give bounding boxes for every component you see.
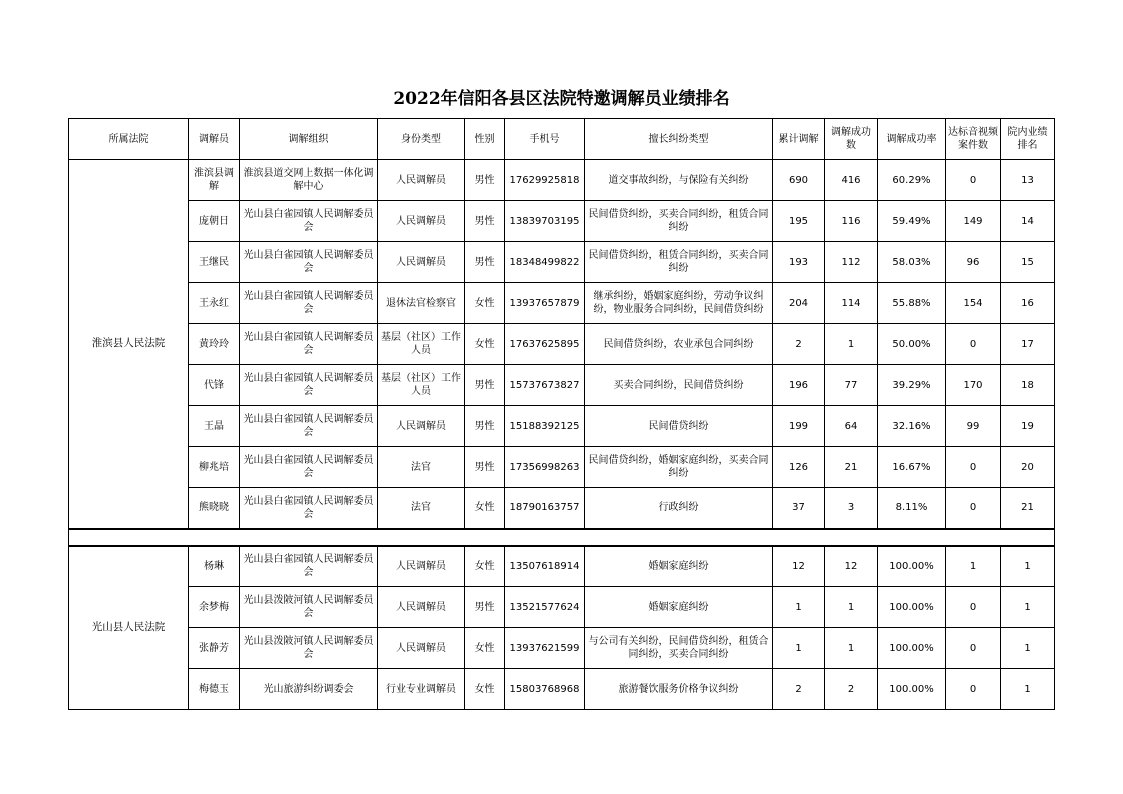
table-row bbox=[69, 324, 1055, 365]
specialty-cell: 与公司有关纠纷，民间借贷纠纷，租赁合同纠纷，买卖合同纠纷 bbox=[585, 628, 773, 669]
identity-cell: 法官 bbox=[378, 488, 465, 529]
av-cases-cell: 0 bbox=[946, 160, 1001, 201]
success-count-cell: 116 bbox=[825, 201, 878, 242]
av-cases-cell: 0 bbox=[946, 628, 1001, 669]
header-organization: 调解组织 bbox=[240, 119, 378, 160]
total-cell: 1 bbox=[773, 587, 825, 628]
header-row bbox=[69, 119, 1055, 160]
specialty-cell: 买卖合同纠纷，民间借贷纠纷 bbox=[585, 365, 773, 406]
total-cell: 690 bbox=[773, 160, 825, 201]
specialty-cell: 民间借贷纠纷 bbox=[585, 406, 773, 447]
page-title: 2022年信阳各县区法院特邀调解员业绩排名 bbox=[393, 89, 730, 109]
organization-cell: 光山县泼陂河镇人民调解委员会 bbox=[240, 587, 378, 628]
gender-cell: 男性 bbox=[465, 242, 505, 283]
total-cell: 204 bbox=[773, 283, 825, 324]
phone-cell: 13507618914 bbox=[505, 546, 585, 587]
av-cases-cell: 170 bbox=[946, 365, 1001, 406]
success-count-cell: 2 bbox=[825, 669, 878, 710]
specialty-cell: 道交事故纠纷，与保险有关纠纷 bbox=[585, 160, 773, 201]
success-count-cell: 77 bbox=[825, 365, 878, 406]
total-cell: 126 bbox=[773, 447, 825, 488]
success-count-cell: 112 bbox=[825, 242, 878, 283]
gender-cell: 男性 bbox=[465, 587, 505, 628]
rank-cell: 20 bbox=[1001, 447, 1055, 488]
success-rate-cell: 32.16% bbox=[878, 406, 946, 447]
identity-cell: 退休法官检察官 bbox=[378, 283, 465, 324]
ranking-table bbox=[68, 118, 1055, 710]
rank-cell: 14 bbox=[1001, 201, 1055, 242]
identity-cell: 人民调解员 bbox=[378, 242, 465, 283]
total-cell: 193 bbox=[773, 242, 825, 283]
rank-cell: 13 bbox=[1001, 160, 1055, 201]
phone-cell: 15737673827 bbox=[505, 365, 585, 406]
rank-cell: 1 bbox=[1001, 669, 1055, 710]
rank-cell: 16 bbox=[1001, 283, 1055, 324]
av-cases-cell: 0 bbox=[946, 587, 1001, 628]
table-row bbox=[69, 283, 1055, 324]
phone-cell: 15803768968 bbox=[505, 669, 585, 710]
success-count-cell: 12 bbox=[825, 546, 878, 587]
organization-cell: 光山县白雀园镇人民调解委员会 bbox=[240, 283, 378, 324]
av-cases-cell: 1 bbox=[946, 546, 1001, 587]
identity-cell: 基层（社区）工作人员 bbox=[378, 365, 465, 406]
success-rate-cell: 100.00% bbox=[878, 669, 946, 710]
total-cell: 2 bbox=[773, 669, 825, 710]
header-gender: 性别 bbox=[465, 119, 505, 160]
table-row bbox=[69, 546, 1055, 587]
phone-cell: 13937657879 bbox=[505, 283, 585, 324]
phone-cell: 18790163757 bbox=[505, 488, 585, 529]
mediator-cell: 熊晓晓 bbox=[189, 488, 240, 529]
table-row bbox=[69, 447, 1055, 488]
identity-cell: 人民调解员 bbox=[378, 406, 465, 447]
gender-cell: 女性 bbox=[465, 669, 505, 710]
table-row bbox=[69, 587, 1055, 628]
gender-cell: 女性 bbox=[465, 488, 505, 529]
success-rate-cell: 8.11% bbox=[878, 488, 946, 529]
specialty-cell: 旅游餐饮服务价格争议纠纷 bbox=[585, 669, 773, 710]
specialty-cell: 民间借贷纠纷，农业承包合同纠纷 bbox=[585, 324, 773, 365]
av-cases-cell: 0 bbox=[946, 324, 1001, 365]
gender-cell: 女性 bbox=[465, 546, 505, 587]
rank-cell: 21 bbox=[1001, 488, 1055, 529]
av-cases-cell: 154 bbox=[946, 283, 1001, 324]
specialty-cell: 民间借贷纠纷，婚姻家庭纠纷，买卖合同纠纷 bbox=[585, 447, 773, 488]
success-count-cell: 416 bbox=[825, 160, 878, 201]
organization-cell: 光山县白雀园镇人民调解委员会 bbox=[240, 242, 378, 283]
header-identity: 身份类型 bbox=[378, 119, 465, 160]
gender-cell: 男性 bbox=[465, 406, 505, 447]
group-separator-row bbox=[69, 529, 1055, 546]
header-av-cases: 达标音视频案件数 bbox=[946, 119, 1001, 160]
organization-cell: 光山县白雀园镇人民调解委员会 bbox=[240, 365, 378, 406]
success-rate-cell: 50.00% bbox=[878, 324, 946, 365]
mediator-cell: 梅德玉 bbox=[189, 669, 240, 710]
rank-cell: 17 bbox=[1001, 324, 1055, 365]
identity-cell: 人民调解员 bbox=[378, 201, 465, 242]
organization-cell: 光山县白雀园镇人民调解委员会 bbox=[240, 406, 378, 447]
av-cases-cell: 0 bbox=[946, 669, 1001, 710]
table-row bbox=[69, 628, 1055, 669]
av-cases-cell: 0 bbox=[946, 447, 1001, 488]
av-cases-cell: 99 bbox=[946, 406, 1001, 447]
mediator-cell: 柳兆培 bbox=[189, 447, 240, 488]
success-count-cell: 114 bbox=[825, 283, 878, 324]
rank-cell: 15 bbox=[1001, 242, 1055, 283]
specialty-cell: 婚姻家庭纠纷 bbox=[585, 587, 773, 628]
total-cell: 195 bbox=[773, 201, 825, 242]
specialty-cell: 继承纠纷，婚姻家庭纠纷，劳动争议纠纷，物业服务合同纠纷，民间借贷纠纷 bbox=[585, 283, 773, 324]
gender-cell: 男性 bbox=[465, 201, 505, 242]
organization-cell: 光山县白雀园镇人民调解委员会 bbox=[240, 447, 378, 488]
phone-cell: 17356998263 bbox=[505, 447, 585, 488]
success-rate-cell: 39.29% bbox=[878, 365, 946, 406]
table-row bbox=[69, 488, 1055, 529]
table-body bbox=[69, 160, 1055, 710]
mediator-cell: 张静芳 bbox=[189, 628, 240, 669]
phone-cell: 13521577624 bbox=[505, 587, 585, 628]
mediator-cell: 黄玲玲 bbox=[189, 324, 240, 365]
av-cases-cell: 96 bbox=[946, 242, 1001, 283]
identity-cell: 人民调解员 bbox=[378, 546, 465, 587]
organization-cell: 光山县泼陂河镇人民调解委员会 bbox=[240, 628, 378, 669]
mediator-cell: 王永红 bbox=[189, 283, 240, 324]
identity-cell: 行业专业调解员 bbox=[378, 669, 465, 710]
av-cases-cell: 0 bbox=[946, 488, 1001, 529]
group-separator bbox=[69, 529, 1055, 546]
success-count-cell: 1 bbox=[825, 324, 878, 365]
header-success-rate: 调解成功率 bbox=[878, 119, 946, 160]
rank-cell: 19 bbox=[1001, 406, 1055, 447]
court-cell: 淮滨县人民法院 bbox=[69, 160, 189, 529]
identity-cell: 人民调解员 bbox=[378, 628, 465, 669]
total-cell: 37 bbox=[773, 488, 825, 529]
success-count-cell: 21 bbox=[825, 447, 878, 488]
header-court: 所属法院 bbox=[69, 119, 189, 160]
gender-cell: 女性 bbox=[465, 324, 505, 365]
gender-cell: 女性 bbox=[465, 628, 505, 669]
header-mediator: 调解员 bbox=[189, 119, 240, 160]
specialty-cell: 婚姻家庭纠纷 bbox=[585, 546, 773, 587]
table-row bbox=[69, 242, 1055, 283]
table-row bbox=[69, 669, 1055, 710]
gender-cell: 男性 bbox=[465, 160, 505, 201]
organization-cell: 光山县白雀园镇人民调解委员会 bbox=[240, 546, 378, 587]
table-row bbox=[69, 365, 1055, 406]
success-count-cell: 64 bbox=[825, 406, 878, 447]
gender-cell: 男性 bbox=[465, 447, 505, 488]
table-row bbox=[69, 406, 1055, 447]
header-rank: 院内业绩排名 bbox=[1001, 119, 1055, 160]
success-count-cell: 1 bbox=[825, 587, 878, 628]
mediator-cell: 庞朝日 bbox=[189, 201, 240, 242]
success-rate-cell: 58.03% bbox=[878, 242, 946, 283]
identity-cell: 人民调解员 bbox=[378, 587, 465, 628]
mediator-cell: 余梦梅 bbox=[189, 587, 240, 628]
phone-cell: 17629925818 bbox=[505, 160, 585, 201]
header-total: 累计调解 bbox=[773, 119, 825, 160]
success-count-cell: 3 bbox=[825, 488, 878, 529]
total-cell: 1 bbox=[773, 628, 825, 669]
success-rate-cell: 100.00% bbox=[878, 587, 946, 628]
total-cell: 2 bbox=[773, 324, 825, 365]
phone-cell: 13937621599 bbox=[505, 628, 585, 669]
phone-cell: 17637625895 bbox=[505, 324, 585, 365]
organization-cell: 光山旅游纠纷调委会 bbox=[240, 669, 378, 710]
phone-cell: 15188392125 bbox=[505, 406, 585, 447]
success-rate-cell: 100.00% bbox=[878, 546, 946, 587]
identity-cell: 基层（社区）工作人员 bbox=[378, 324, 465, 365]
mediator-cell: 王晶 bbox=[189, 406, 240, 447]
specialty-cell: 民间借贷纠纷，买卖合同纠纷，租赁合同纠纷 bbox=[585, 201, 773, 242]
mediator-cell: 王继民 bbox=[189, 242, 240, 283]
organization-cell: 淮滨县道交网上数据一体化调解中心 bbox=[240, 160, 378, 201]
specialty-cell: 民间借贷纠纷，租赁合同纠纷，买卖合同纠纷 bbox=[585, 242, 773, 283]
phone-cell: 18348499822 bbox=[505, 242, 585, 283]
rank-cell: 1 bbox=[1001, 546, 1055, 587]
success-rate-cell: 100.00% bbox=[878, 628, 946, 669]
success-count-cell: 1 bbox=[825, 628, 878, 669]
phone-cell: 13839703195 bbox=[505, 201, 585, 242]
header-specialty: 擅长纠纷类型 bbox=[585, 119, 773, 160]
court-cell: 光山县人民法院 bbox=[69, 546, 189, 710]
rank-cell: 1 bbox=[1001, 587, 1055, 628]
success-rate-cell: 55.88% bbox=[878, 283, 946, 324]
gender-cell: 女性 bbox=[465, 283, 505, 324]
mediator-cell: 代锋 bbox=[189, 365, 240, 406]
total-cell: 196 bbox=[773, 365, 825, 406]
rank-cell: 18 bbox=[1001, 365, 1055, 406]
organization-cell: 光山县白雀园镇人民调解委员会 bbox=[240, 324, 378, 365]
table-row bbox=[69, 201, 1055, 242]
gender-cell: 男性 bbox=[465, 365, 505, 406]
header-phone: 手机号 bbox=[505, 119, 585, 160]
rank-cell: 1 bbox=[1001, 628, 1055, 669]
total-cell: 199 bbox=[773, 406, 825, 447]
identity-cell: 法官 bbox=[378, 447, 465, 488]
specialty-cell: 行政纠纷 bbox=[585, 488, 773, 529]
organization-cell: 光山县白雀园镇人民调解委员会 bbox=[240, 488, 378, 529]
success-rate-cell: 60.29% bbox=[878, 160, 946, 201]
mediator-cell: 杨琳 bbox=[189, 546, 240, 587]
av-cases-cell: 149 bbox=[946, 201, 1001, 242]
table-row bbox=[69, 160, 1055, 201]
identity-cell: 人民调解员 bbox=[378, 160, 465, 201]
success-rate-cell: 16.67% bbox=[878, 447, 946, 488]
mediator-cell: 淮滨县调解 bbox=[189, 160, 240, 201]
success-rate-cell: 59.49% bbox=[878, 201, 946, 242]
header-success-count: 调解成功数 bbox=[825, 119, 878, 160]
total-cell: 12 bbox=[773, 546, 825, 587]
organization-cell: 光山县白雀园镇人民调解委员会 bbox=[240, 201, 378, 242]
